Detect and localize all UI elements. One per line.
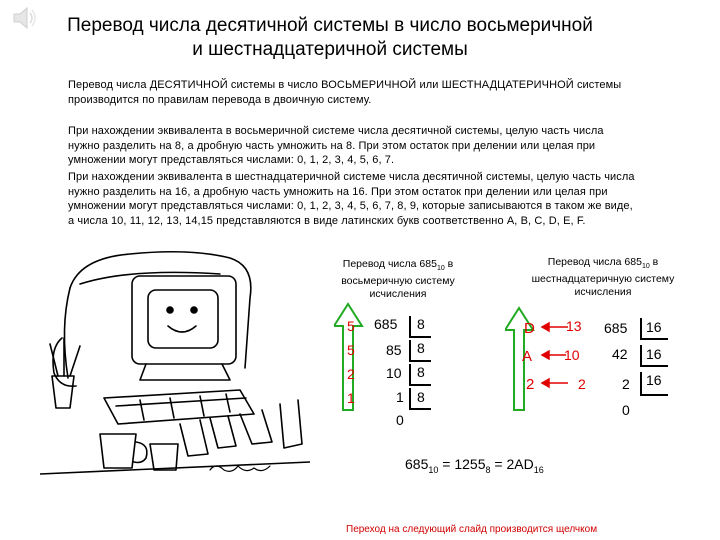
result-hex-base: 16: [533, 464, 544, 475]
computer-cartoon-illustration: [40, 248, 310, 488]
octal-remainder-2: 5: [347, 342, 355, 358]
hex-division-bar-3: [640, 394, 668, 396]
hex-division-bar-1: [640, 338, 668, 340]
hex-remainder-3: 2: [578, 376, 586, 392]
result-decimal: 685: [405, 456, 429, 472]
octal-remainder-1: 5: [347, 318, 355, 334]
slide-title: Перевод числа десятичной системы в число восьмеричной и шестнадцатеричной системы: [67, 15, 593, 60]
next-slide-hint: Переход на следующий слайд производится щелчком: [346, 524, 598, 535]
octal-division-bar-2: [409, 360, 431, 362]
intro-paragraph: Перевод числа ДЕСЯТИЧНОЙ системы в число ВОСЬМЕРИЧНОЙ или ШЕСТНАДЦАТЕРИЧНОЙ системы производится по правилам перевода в двоичную систему.: [68, 79, 622, 106]
octal-dividend-3: 10: [386, 365, 402, 381]
hex-division-line-3: [640, 372, 642, 396]
octal-division-bar-1: [409, 336, 431, 338]
hex-divisor-3: 16: [646, 372, 662, 388]
octal-division-bar-3: [409, 384, 431, 386]
hex-dividend-3: 2: [622, 376, 630, 392]
octal-division-line-1: [409, 316, 411, 336]
hex-caption: [528, 256, 678, 299]
octal-division-line-3: [409, 364, 411, 384]
result-decimal-base: 10: [428, 464, 439, 475]
octal-divisor-3: 8: [417, 364, 425, 380]
hex-divisor-1: 16: [646, 319, 662, 335]
result-octal: = 1255: [438, 456, 486, 472]
octal-division-bar-4: [409, 408, 431, 410]
hex-letter-3: 2: [526, 376, 535, 393]
octal-remainder-4: 1: [347, 390, 355, 406]
octal-division-line-4: [409, 388, 411, 408]
result-hex: = 2AD: [490, 456, 534, 472]
octal-dividend-4: 1: [396, 389, 404, 405]
result-octal-base: 8: [485, 464, 491, 475]
hex-rule-paragraph: При нахождении эквивалента в шестнадцатеричной системе числа десятичной системы, целую часть числа нужно разделить на 16, а дробную часть умножить на 16. При этом остаток при делении или целая при умножении могут представляться числами: 0, 1, 2, 3, 4, 5, 6, 7, 8, 9, которые записываются в таком же виде, а числа 10, 11, 12, 13, 14,15 представляются в виде латинских букв соответственно A, B, C, D, E, F.: [68, 171, 635, 227]
octal-rule-paragraph: При нахождении эквивалента в восьмеричной системе числа десятичной системы, целую часть числа нужно разделить на 8, а дробную часть умножить на 8. При этом остаток при делении или целая при умножении могут представляться числами: 0, 1, 2, 3, 4, 5, 6, 7.: [68, 125, 604, 166]
hex-caption-text: Перевод числа 685: [547, 256, 642, 268]
octal-dividend-1: 685: [374, 316, 398, 332]
octal-last-quotient: 0: [396, 412, 404, 428]
hex-division-bar-2: [640, 365, 668, 367]
hex-division-line-1: [640, 318, 642, 338]
conversion-result: [405, 456, 544, 475]
hex-letter-1: D: [524, 320, 535, 337]
hex-dividend-2: 42: [612, 346, 628, 362]
octal-division-line-2: [409, 340, 411, 360]
hex-caption-base: 10: [641, 263, 650, 271]
speaker-icon[interactable]: [12, 6, 38, 30]
hex-remainder-2: 10: [564, 347, 580, 363]
hex-caption-text-end: в шестнадцатеричную систему исчисления: [531, 256, 675, 299]
hex-dividend-1: 685: [604, 320, 628, 336]
octal-remainder-3: 2: [347, 366, 355, 382]
hex-divisor-2: 16: [646, 346, 662, 362]
octal-caption-text: Перевод числа 685: [342, 258, 437, 270]
hex-letter-2: A: [522, 348, 533, 365]
octal-divisor-2: 8: [417, 340, 425, 356]
octal-divisor-4: 8: [417, 389, 425, 405]
hex-division-line-2: [640, 345, 642, 365]
octal-caption: [318, 258, 478, 301]
octal-dividend-2: 85: [386, 342, 402, 358]
octal-caption-text-end: в восьмеричную систему исчисления: [341, 258, 455, 301]
hex-last-quotient: 0: [622, 402, 630, 418]
octal-divisor-1: 8: [417, 316, 425, 332]
octal-caption-base: 10: [436, 265, 445, 273]
hex-remainder-1: 13: [566, 318, 582, 334]
